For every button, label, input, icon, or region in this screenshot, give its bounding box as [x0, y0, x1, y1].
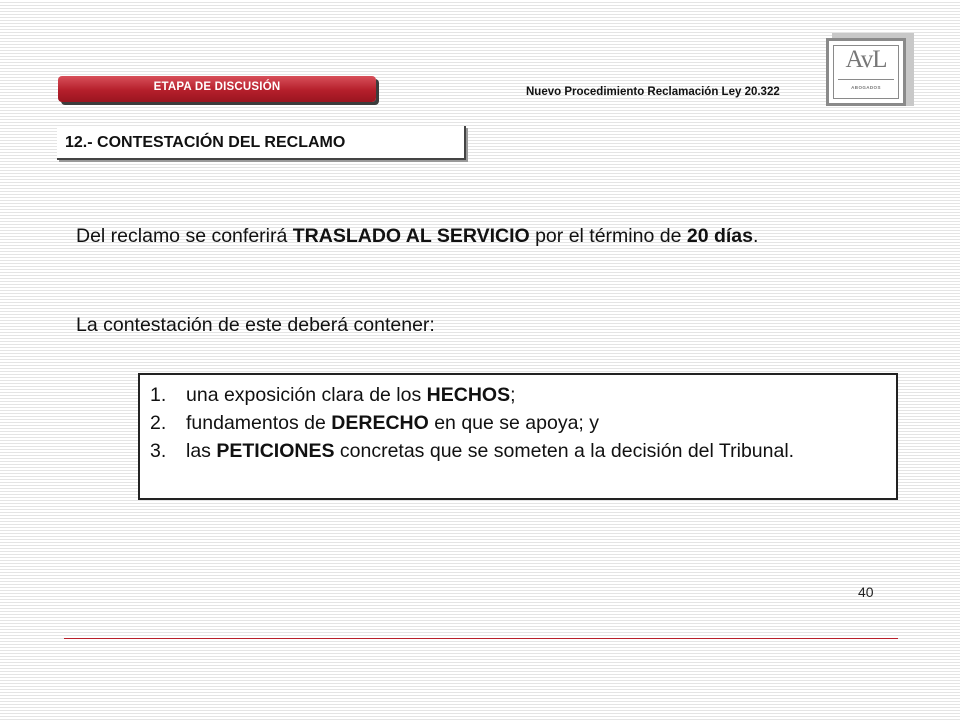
paragraph-traslado: [76, 223, 895, 250]
requirement-item-hechos: [150, 381, 884, 409]
requirement-bold: PETICIONES: [216, 440, 335, 462]
para1-bold-1: TRASLADO AL SERVICIO: [292, 225, 530, 247]
para1-text-2: por el término de: [529, 225, 687, 247]
requirement-post: concretas que se someten a la decisión del Tribunal.: [334, 440, 795, 462]
requirement-number: 1.: [150, 384, 167, 406]
requirement-bold: HECHOS: [426, 384, 511, 406]
requirement-pre: las: [186, 440, 217, 462]
footer-divider: [64, 638, 898, 639]
logo-rule: [838, 79, 894, 80]
requirement-post: ;: [510, 384, 516, 406]
header-subtitle: Nuevo Procedimiento Reclamación Ley 20.322: [526, 86, 780, 98]
requirement-item-derecho: [150, 409, 884, 437]
logo-text: AvL: [845, 46, 887, 73]
requirements-list: [150, 381, 884, 465]
requirement-number: 2.: [150, 412, 167, 434]
stage-tab: [58, 76, 376, 102]
requirement-text: [186, 381, 884, 409]
requirement-text: [186, 437, 884, 465]
para1-text-3: .: [752, 225, 759, 247]
requirement-pre: una exposición clara de los: [186, 384, 427, 406]
requirement-item-peticiones: [150, 437, 884, 465]
para1-text-1: Del reclamo se conferirá: [76, 225, 293, 247]
requirements-box: [138, 373, 898, 500]
requirement-pre: fundamentos de: [186, 412, 332, 434]
requirement-bold: DERECHO: [331, 412, 429, 434]
logo-subtext: ABOGADOS: [851, 85, 881, 90]
stage-label: ETAPA DE DISCUSIÓN: [153, 81, 281, 93]
logo-frame: [826, 38, 906, 106]
requirement-post: en que se apoya; y: [428, 412, 600, 434]
section-title: 12.- CONTESTACIÓN DEL RECLAMO: [57, 126, 466, 160]
avl-logo: [822, 28, 914, 106]
page-number: 40: [858, 584, 874, 600]
paragraph-contestacion: La contestación de este deberá contener:: [76, 314, 435, 336]
para1-bold-2: 20 días: [686, 225, 753, 247]
requirement-number: 3.: [150, 440, 167, 462]
requirement-text: [186, 409, 884, 437]
